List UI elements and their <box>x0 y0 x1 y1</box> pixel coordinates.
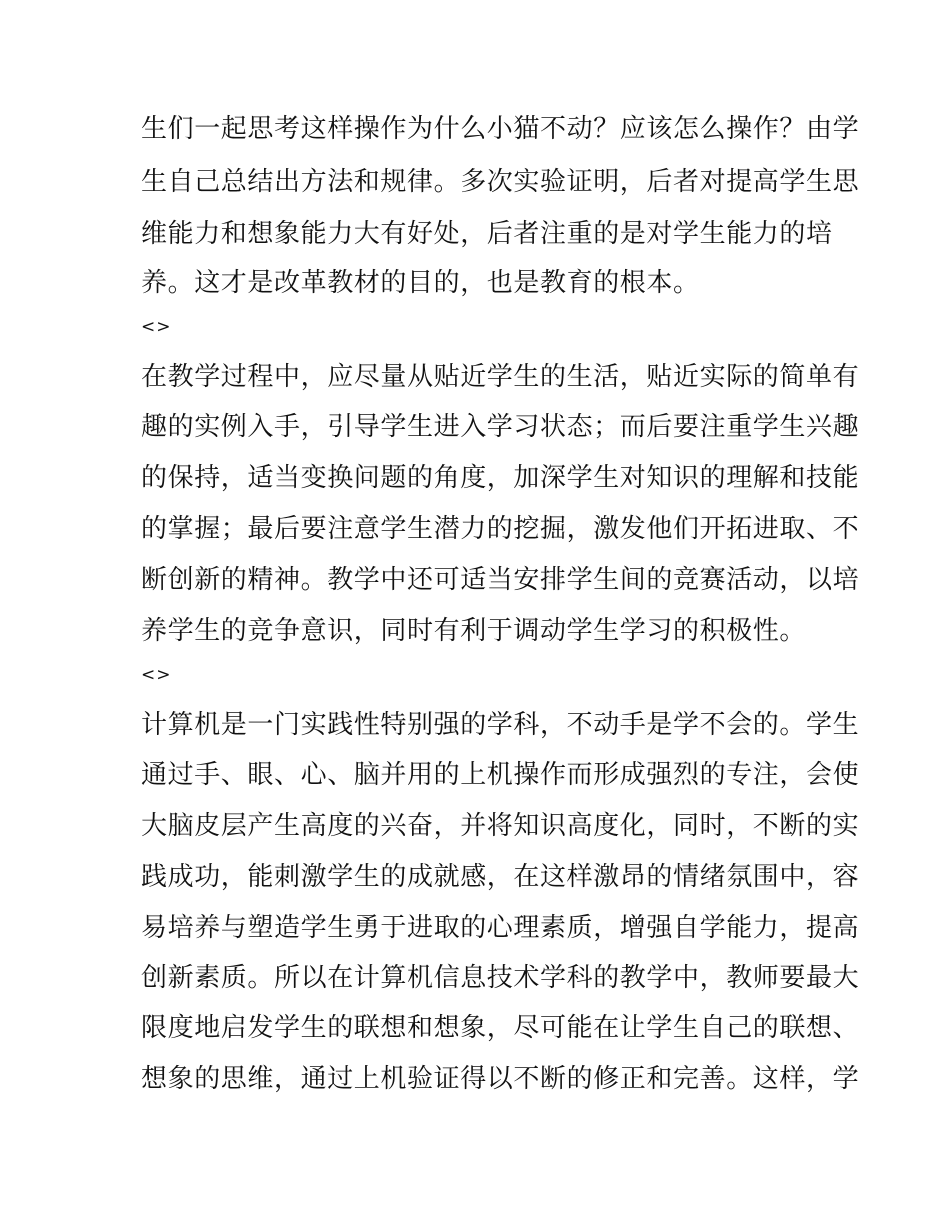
paragraph-2-line-4: 的掌握；最后要注意学生潜力的挖掘，激发他们开拓进取、不 <box>141 514 860 544</box>
paragraph-3-line-5: 易培养与塑造学生勇于进取的心理素质，增强自学能力，提高 <box>141 913 860 943</box>
paragraph-2-line-5: 断创新的精神。教学中还可适当安排学生间的竞赛活动，以培 <box>141 565 860 595</box>
paragraph-1-line-3: 维能力和想象能力大有好处，后者注重的是对学生能力的培 <box>141 219 833 249</box>
paragraph-3-line-8: 想象的思维，通过上机验证得以不断的修正和完善。这样，学 <box>141 1064 860 1094</box>
separator-1: <> <box>141 317 172 337</box>
paragraph-1-line-4: 养。这才是改革教材的目的，也是教育的根本。 <box>141 268 700 298</box>
separator-2: <> <box>141 665 172 685</box>
paragraph-2-line-6: 养学生的竞争意识，同时有利于调动学生学习的积极性。 <box>141 616 807 646</box>
paragraph-1-line-2: 生自己总结出方法和规律。多次实验证明，后者对提高学生思 <box>141 167 860 197</box>
paragraph-3-line-3: 大脑皮层产生高度的兴奋，并将知识高度化，同时，不断的实 <box>141 811 860 841</box>
paragraph-3-line-7: 限度地启发学生的联想和想象，尽可能在让学生自己的联想、 <box>141 1013 860 1043</box>
paragraph-2-line-1: 在教学过程中，应尽量从贴近学生的生活，贴近实际的简单有 <box>141 362 860 392</box>
paragraph-3-line-2: 通过手、眼、心、脑并用的上机操作而形成强烈的专注，会使 <box>141 760 860 790</box>
paragraph-2-line-2: 趣的实例入手，引导学生进入学习状态；而后要注重学生兴趣 <box>141 412 860 442</box>
paragraph-2-line-3: 的保持，适当变换问题的角度，加深学生对知识的理解和技能 <box>141 463 860 493</box>
paragraph-3-line-1: 计算机是一门实践性特别强的学科，不动手是学不会的。学生 <box>141 710 860 740</box>
paragraph-3-line-6: 创新素质。所以在计算机信息技术学科的教学中，教师要最大 <box>141 963 860 993</box>
paragraph-1-line-1: 生们一起思考这样操作为什么小猫不动？应该怎么操作？由学 <box>141 114 860 144</box>
paragraph-3-line-4: 践成功，能刺激学生的成就感，在这样激昂的情绪氛围中，容 <box>141 862 860 892</box>
